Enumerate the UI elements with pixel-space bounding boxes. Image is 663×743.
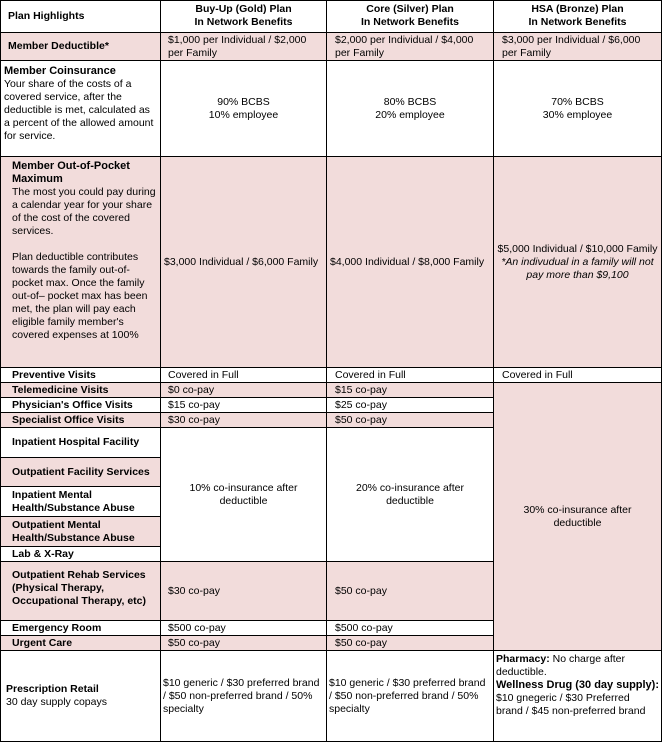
header-plan-highlights xyxy=(0,0,161,33)
row-outpatient-facility-services xyxy=(0,458,161,487)
specialist-silver-value: $50 co-pay xyxy=(335,413,387,426)
preventive-gold-value: Covered in Full xyxy=(168,368,239,381)
bronze-plan-name: HSA (Bronze) Plan xyxy=(531,3,624,15)
gold-plan-name: Buy-Up (Gold) Plan xyxy=(195,3,292,15)
silver-plan-name: Core (Silver) Plan xyxy=(366,3,454,15)
specialist-gold xyxy=(161,413,327,428)
oop-gold xyxy=(161,157,327,368)
oop-silver xyxy=(327,157,494,368)
rehab-gold xyxy=(161,562,327,621)
physician-silver xyxy=(327,398,494,413)
coinsurance-label: Member Coinsurance xyxy=(4,65,116,77)
oop-bronze xyxy=(494,157,662,368)
rehab-label: Outpatient Rehab Services (Physical Therapy, Occupational Therapy, etc) xyxy=(12,569,147,607)
group-coinsurance-gold xyxy=(161,428,327,562)
row-specialist-office-visits xyxy=(0,413,161,428)
coinsurance-gold-employee: 10% employee xyxy=(208,108,279,121)
coinsurance-bronze-bcbs: 70% BCBS xyxy=(551,95,604,108)
header-label: Plan Highlights xyxy=(8,9,85,22)
rx-gold-value: $10 generic / $30 preferred brand / $50 non-preferred brand / 50% specialty xyxy=(163,676,320,715)
er-gold-value: $500 co-pay xyxy=(168,621,226,634)
rehab-silver-value: $50 co-pay xyxy=(335,584,387,597)
lab-label: Lab & X-Ray xyxy=(12,547,74,560)
outpatient-mental-label: Outpatient Mental Health/Substance Abuse xyxy=(12,518,135,544)
header-bronze-plan xyxy=(494,0,662,33)
rehab-silver xyxy=(327,562,494,621)
row-emergency-room xyxy=(0,621,161,636)
row-out-of-pocket-max xyxy=(0,157,161,368)
bronze-plan-network: In Network Benefits xyxy=(528,16,627,28)
specialist-label: Specialist Office Visits xyxy=(12,413,125,426)
preventive-gold xyxy=(161,368,327,383)
row-preventive-visits xyxy=(0,368,161,383)
coinsurance-gold-bcbs: 90% BCBS xyxy=(217,95,270,108)
row-member-coinsurance xyxy=(0,61,161,157)
telemedicine-label: Telemedicine Visits xyxy=(12,383,109,396)
bronze-coinsurance-value: 30% co-insurance after deductible xyxy=(523,503,632,529)
oop-gold-value: $3,000 Individual / $6,000 Family xyxy=(164,255,319,268)
deductible-label: Member Deductible* xyxy=(8,40,109,52)
urgent-silver xyxy=(327,636,494,651)
gold-plan-network: In Network Benefits xyxy=(194,16,293,28)
pharmacy-label: Pharmacy: xyxy=(496,653,550,665)
deductible-silver: $2,000 per Individual / $4,000 per Family xyxy=(327,33,494,61)
group-gold-value: 10% co-insurance after deductible xyxy=(189,481,298,507)
outpatient-facility-label: Outpatient Facility Services xyxy=(12,465,150,478)
coinsurance-description: Your share of the costs of a covered service, after the deductible is met, calculated as a percent of the allowed amount for service. xyxy=(4,78,154,142)
physician-label: Physician's Office Visits xyxy=(12,398,133,411)
row-urgent-care xyxy=(0,636,161,651)
oop-bronze-note: *An indivudual in a family will not pay more than $9,100 xyxy=(501,255,654,281)
er-gold xyxy=(161,621,327,636)
row-inpatient-mental-health xyxy=(0,487,161,517)
oop-description: The most you could pay during a calendar year for your share of the cost of the covered services. xyxy=(12,186,156,237)
telemedicine-silver-value: $15 co-pay xyxy=(335,383,387,396)
preventive-bronze-value: Covered in Full xyxy=(502,368,573,381)
rx-silver xyxy=(327,651,494,742)
pharmacy-text: No charge after deductible. xyxy=(496,653,625,678)
oop-label: Member Out-of-Pocket Maximum xyxy=(12,160,130,185)
coinsurance-bronze-employee: 30% employee xyxy=(542,108,613,121)
er-label: Emergency Room xyxy=(12,621,102,634)
deductible-gold: $1,000 per Individual / $2,000 per Family xyxy=(161,33,327,61)
row-telemedicine-visits xyxy=(0,383,161,398)
coinsurance-silver-bcbs: 80% BCBS xyxy=(383,95,437,108)
row-outpatient-rehab xyxy=(0,562,161,621)
coinsurance-silver xyxy=(327,61,494,157)
rx-gold xyxy=(161,651,327,742)
row-lab-xray xyxy=(0,547,161,562)
rx-bronze-wellness xyxy=(496,679,659,718)
preventive-bronze xyxy=(494,368,662,383)
preventive-silver xyxy=(327,368,494,383)
rx-subtitle: 30 day supply copays xyxy=(6,696,107,708)
oop-family-note: Plan deductible contributes towards the family out-of-pocket max. Once the family out-of– pocket max has been met, the plan will pay each eligible family member's covered expenses at 100% xyxy=(12,251,148,341)
er-silver-value: $500 co-pay xyxy=(335,621,393,634)
er-silver xyxy=(327,621,494,636)
coinsurance-gold xyxy=(161,61,327,157)
rx-silver-value: $10 generic / $30 preferred brand / $50 non-preferred brand / 50% specialty xyxy=(329,676,486,715)
preventive-label: Preventive Visits xyxy=(12,368,96,381)
inpatient-mental-label: Inpatient Mental Health/Substance Abuse xyxy=(12,488,135,514)
row-member-deductible xyxy=(0,33,161,61)
specialist-silver xyxy=(327,413,494,428)
rx-label: Prescription Retail xyxy=(6,683,99,695)
row-prescription-retail xyxy=(0,651,161,742)
rx-bronze-pharmacy xyxy=(496,653,659,679)
header-gold-plan xyxy=(161,0,327,33)
telemedicine-silver xyxy=(327,383,494,398)
silver-plan-network: In Network Benefits xyxy=(360,16,460,28)
urgent-gold-value: $50 co-pay xyxy=(168,636,220,649)
row-inpatient-hospital-facility xyxy=(0,428,161,458)
urgent-label: Urgent Care xyxy=(12,636,73,649)
urgent-silver-value: $50 co-pay xyxy=(335,636,387,649)
rehab-gold-value: $30 co-pay xyxy=(168,584,220,597)
physician-silver-value: $25 co-pay xyxy=(335,398,387,411)
rx-bronze xyxy=(494,651,662,742)
specialist-gold-value: $30 co-pay xyxy=(168,413,220,426)
physician-gold xyxy=(161,398,327,413)
oop-silver-value: $4,000 Individual / $8,000 Family xyxy=(330,255,485,268)
deductible-bronze: $3,000 per Individual / $6,000 per Family xyxy=(494,33,662,61)
oop-bronze-value: $5,000 Individual / $10,000 Family xyxy=(497,242,658,255)
telemedicine-gold xyxy=(161,383,327,398)
row-physician-office-visits xyxy=(0,398,161,413)
inpatient-label: Inpatient Hospital Facility xyxy=(12,436,140,448)
coinsurance-silver-employee: 20% employee xyxy=(375,108,445,121)
wellness-label: Wellness Drug (30 day supply): xyxy=(496,679,660,691)
urgent-gold xyxy=(161,636,327,651)
row-outpatient-mental-health xyxy=(0,517,161,547)
header-silver-plan xyxy=(327,0,494,33)
bronze-coinsurance-merged xyxy=(494,383,662,651)
group-coinsurance-silver xyxy=(327,428,494,562)
coinsurance-bronze xyxy=(494,61,662,157)
wellness-text: $10 gnegeric / $30 Preferred brand / $45 non-preferred brand xyxy=(496,692,646,717)
preventive-silver-value: Covered in Full xyxy=(335,368,406,381)
physician-gold-value: $15 co-pay xyxy=(168,398,220,411)
group-silver-value: 20% co-insurance after deductible xyxy=(356,481,464,507)
telemedicine-gold-value: $0 co-pay xyxy=(168,383,215,396)
